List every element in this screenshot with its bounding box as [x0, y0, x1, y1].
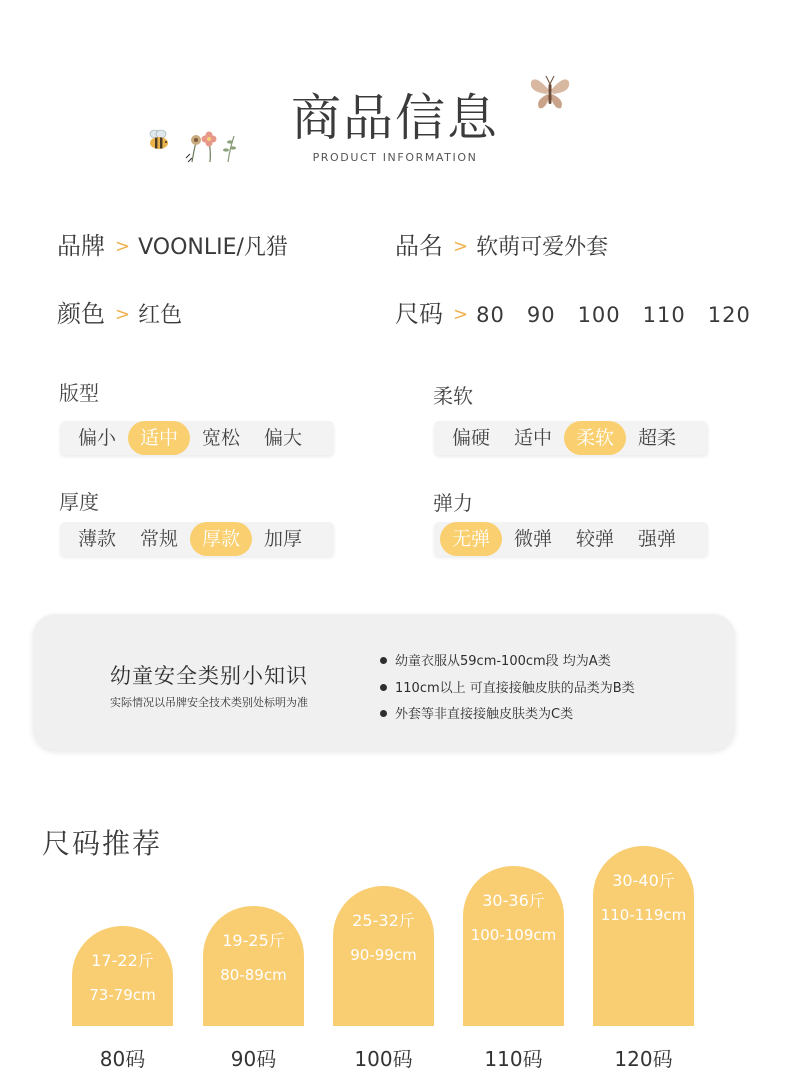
arch-height: 110-119cm	[600, 906, 687, 924]
elasticity-label: 弹力	[433, 491, 473, 515]
spec-color-label: 颜色	[57, 300, 105, 328]
safety-bullet	[380, 677, 635, 696]
arch-height: 100-109cm	[470, 926, 557, 944]
spec-size-label: 尺码	[395, 300, 443, 328]
safety-bullet-text: 110cm以上 可直接接触皮肤的品类为B类	[395, 681, 635, 696]
spec-name-value: 软萌可爱外套	[476, 235, 609, 260]
size-label: 90码	[230, 1047, 277, 1071]
safety-bullet	[380, 703, 573, 722]
arch-height: 80-89cm	[220, 966, 287, 984]
scale-option: 强弹	[638, 528, 677, 550]
safety-bullet	[380, 650, 611, 669]
size-option: 110	[642, 303, 686, 327]
elasticity-scale	[434, 522, 708, 556]
size-option: 120	[707, 303, 751, 327]
scale-option: 超柔	[638, 427, 677, 449]
size-label: 110码	[484, 1047, 543, 1071]
size-option: 100	[577, 303, 621, 327]
spec-brand	[57, 226, 288, 261]
arch-weight: 30-40斤	[612, 871, 675, 890]
scale-option: 较弹	[576, 528, 615, 550]
bee-icon	[146, 128, 172, 152]
scale-option: 适中	[128, 421, 190, 455]
size-label: 100码	[354, 1047, 413, 1071]
size-recommend-title: 尺码推荐	[42, 827, 163, 860]
arch-height: 73-79cm	[89, 986, 156, 1004]
thickness-label: 厚度	[59, 490, 99, 514]
size-arch	[463, 866, 564, 1026]
size-option: 80	[476, 303, 505, 327]
size-option: 90	[526, 303, 556, 327]
arch-weight: 19-25斤	[222, 931, 285, 950]
scale-option: 厚款	[190, 522, 252, 556]
size-label: 120码	[614, 1047, 673, 1071]
chevron-right-icon: >	[115, 304, 131, 325]
size-arch	[593, 846, 694, 1026]
chevron-right-icon: >	[453, 304, 469, 325]
spec-brand-value: VOONLIE/凡猎	[138, 235, 288, 260]
scale-option: 偏硬	[452, 427, 491, 449]
scale-option: 无弹	[440, 522, 502, 556]
spec-brand-label: 品牌	[57, 232, 105, 260]
scale-option: 加厚	[264, 528, 303, 550]
safety-title: 幼童安全类别小知识	[110, 664, 308, 688]
chevron-right-icon: >	[115, 236, 131, 257]
size-arch	[72, 926, 173, 1026]
size-label: 80码	[99, 1047, 146, 1071]
arch-height: 90-99cm	[350, 946, 417, 964]
scale-option: 偏大	[264, 427, 303, 449]
scale-option: 偏小	[78, 427, 117, 449]
arch-weight: 17-22斤	[91, 951, 154, 970]
page-title: 商品信息	[291, 89, 499, 147]
bullet-dot-icon	[380, 710, 387, 717]
softness-label: 柔软	[433, 384, 473, 408]
arch-weight: 25-32斤	[352, 911, 415, 930]
safety-bullet-text: 幼童衣服从59cm-100cm段 均为A类	[395, 654, 611, 669]
spec-sizes	[395, 294, 751, 329]
chevron-right-icon: >	[453, 236, 469, 257]
thickness-scale	[60, 522, 334, 556]
flowers-icon	[182, 128, 238, 164]
scale-option: 常规	[140, 528, 179, 550]
bullet-dot-icon	[380, 684, 387, 691]
spec-color	[57, 294, 182, 329]
arch-weight: 30-36斤	[482, 891, 545, 910]
fit-label: 版型	[59, 381, 99, 405]
size-arch	[333, 886, 434, 1026]
scale-option: 宽松	[202, 427, 241, 449]
safety-bullet-text: 外套等非直接接触皮肤类为C类	[395, 707, 574, 722]
fit-scale	[60, 421, 334, 455]
size-arch	[203, 906, 304, 1026]
safety-subtitle: 实际情况以吊牌安全技术类别处标明为准	[110, 696, 308, 709]
spec-color-value: 红色	[138, 303, 183, 328]
scale-option: 柔软	[564, 421, 626, 455]
spec-name-label: 品名	[395, 232, 443, 260]
bullet-dot-icon	[380, 657, 387, 664]
page-subtitle: PRODUCT INFORMATION	[312, 151, 478, 164]
butterfly-icon	[527, 72, 573, 112]
scale-option: 适中	[514, 427, 553, 449]
spec-product-name	[395, 226, 608, 261]
softness-scale	[434, 421, 708, 455]
scale-option: 微弹	[514, 528, 553, 550]
scale-option: 薄款	[78, 528, 117, 550]
